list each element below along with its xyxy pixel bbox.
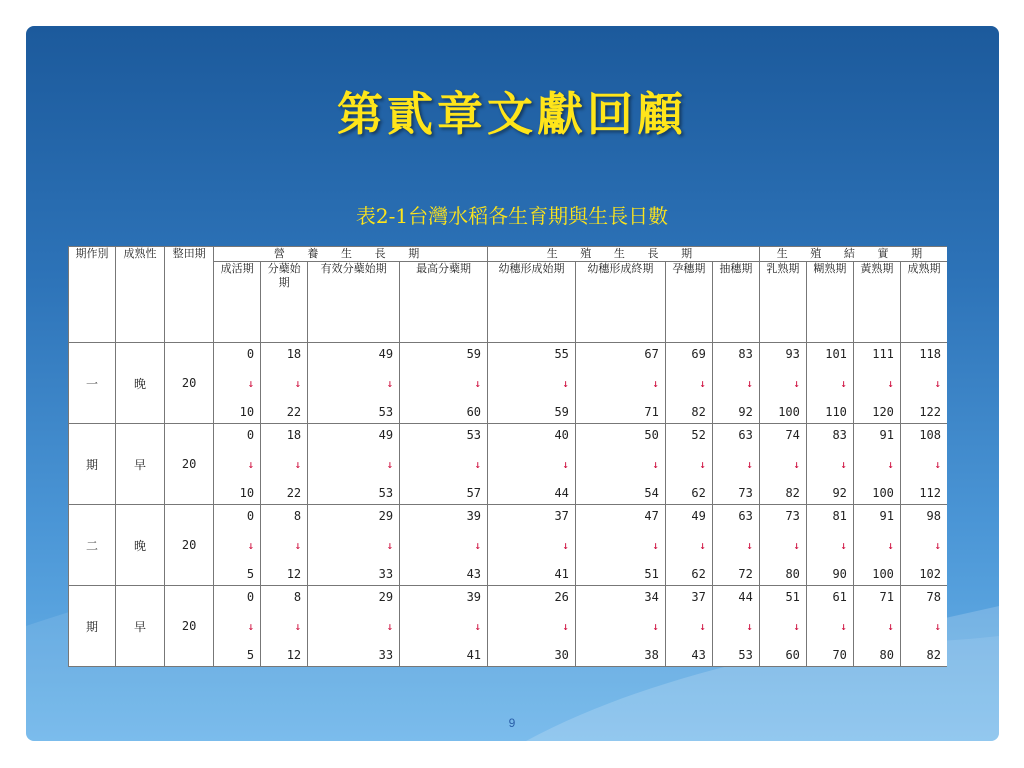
range-end: 100 <box>872 486 894 500</box>
range-mark: ↓ <box>294 376 302 390</box>
crop-season-cell: 二 <box>69 505 116 586</box>
range-start: 61 <box>832 590 847 604</box>
range-mark: ↓ <box>652 619 659 633</box>
range-start: 50 <box>644 428 659 442</box>
stage-range-cell <box>665 424 712 505</box>
range-mark: ↓ <box>934 538 941 552</box>
range-mark: ↓ <box>840 376 847 390</box>
range-mark: ↓ <box>247 457 255 471</box>
range-start: 91 <box>879 509 894 523</box>
range-mark: ↓ <box>699 457 706 471</box>
range-start: 81 <box>832 509 847 523</box>
growth-stage-table <box>68 246 947 667</box>
range-end: 30 <box>554 648 569 662</box>
table-row <box>69 586 948 667</box>
header-group-reproductive: 生 殖 生 長 期 <box>488 247 760 262</box>
range-end: 62 <box>691 486 706 500</box>
stage-range-cell <box>853 586 900 667</box>
range-mark: ↓ <box>562 538 569 552</box>
maturity-cell: 晚 <box>116 343 165 424</box>
range-mark: ↓ <box>840 538 847 552</box>
range-mark: ↓ <box>746 457 753 471</box>
range-end: 122 <box>919 405 941 419</box>
range-start: 98 <box>926 509 941 523</box>
range-end: 5 <box>246 648 255 662</box>
page-number: 9 <box>508 716 516 730</box>
range-start: 34 <box>644 590 659 604</box>
stage-range-cell <box>214 343 261 424</box>
stage-range-cell <box>214 424 261 505</box>
range-start: 83 <box>738 347 753 361</box>
stage-range-cell <box>308 505 400 586</box>
subheader-cell: 糊熟期 <box>806 262 853 343</box>
stage-range-cell <box>308 424 400 505</box>
stage-range-cell <box>400 343 488 424</box>
range-mark: ↓ <box>474 376 482 390</box>
range-end: 92 <box>832 486 847 500</box>
maturity-cell: 早 <box>116 424 165 505</box>
header-group-vegetative: 營 養 生 長 期 <box>214 247 488 262</box>
stage-range-cell <box>261 505 308 586</box>
range-end: 57 <box>466 486 482 500</box>
range-mark: ↓ <box>247 376 255 390</box>
range-mark: ↓ <box>887 538 894 552</box>
stage-range-cell <box>759 343 806 424</box>
range-start: 44 <box>738 590 753 604</box>
range-mark: ↓ <box>652 376 659 390</box>
range-mark: ↓ <box>793 538 800 552</box>
range-start: 55 <box>554 347 569 361</box>
range-start: 39 <box>466 590 482 604</box>
subheader-cell: 有效分蘗始期 <box>308 262 400 343</box>
stage-range-cell <box>900 586 947 667</box>
range-mark: ↓ <box>934 457 941 471</box>
range-start: 71 <box>879 590 894 604</box>
range-end: 82 <box>926 648 941 662</box>
land-prep-cell: 20 <box>165 586 214 667</box>
subheader-cell: 成熟期 <box>900 262 947 343</box>
subheader-cell: 最高分蘗期 <box>400 262 488 343</box>
range-start: 53 <box>466 428 482 442</box>
header-group-ripening: 生 殖 結 實 期 <box>759 247 947 262</box>
stage-range-cell <box>759 424 806 505</box>
stage-range-cell <box>900 505 947 586</box>
range-start: 59 <box>466 347 482 361</box>
range-end: 60 <box>466 405 482 419</box>
stage-range-cell <box>488 343 576 424</box>
range-mark: ↓ <box>294 619 302 633</box>
stage-range-cell <box>665 343 712 424</box>
stage-range-cell <box>759 586 806 667</box>
range-end: 82 <box>691 405 706 419</box>
range-mark: ↓ <box>840 619 847 633</box>
stage-range-cell <box>488 505 576 586</box>
range-mark: ↓ <box>887 457 894 471</box>
table-row <box>69 505 948 586</box>
land-prep-cell: 20 <box>165 424 214 505</box>
range-end: 73 <box>738 486 753 500</box>
range-mark: ↓ <box>746 619 753 633</box>
stage-range-cell <box>900 424 947 505</box>
range-mark: ↓ <box>887 619 894 633</box>
range-mark: ↓ <box>652 538 659 552</box>
range-mark: ↓ <box>699 376 706 390</box>
stage-range-cell <box>575 505 665 586</box>
land-prep-cell: 20 <box>165 343 214 424</box>
range-start: 67 <box>644 347 659 361</box>
stage-range-cell <box>261 586 308 667</box>
range-end: 80 <box>785 567 800 581</box>
range-mark: ↓ <box>247 619 255 633</box>
stage-range-cell <box>712 424 759 505</box>
crop-season-cell: 一 <box>69 343 116 424</box>
subheader-cell: 乳熟期 <box>759 262 806 343</box>
range-end: 43 <box>466 567 482 581</box>
range-start: 29 <box>378 509 394 523</box>
stage-range-cell <box>308 343 400 424</box>
range-mark: ↓ <box>386 376 394 390</box>
range-mark: ↓ <box>793 457 800 471</box>
range-end: 82 <box>785 486 800 500</box>
range-end: 59 <box>554 405 569 419</box>
land-prep-cell: 20 <box>165 505 214 586</box>
range-start: 26 <box>554 590 569 604</box>
range-mark: ↓ <box>746 376 753 390</box>
range-end: 100 <box>778 405 800 419</box>
subheader-cell: 幼穗形成終期 <box>575 262 665 343</box>
range-start: 40 <box>554 428 569 442</box>
range-end: 33 <box>378 648 394 662</box>
range-mark: ↓ <box>746 538 753 552</box>
range-start: 49 <box>378 428 394 442</box>
stage-range-cell <box>853 343 900 424</box>
range-start: 29 <box>378 590 394 604</box>
range-start: 0 <box>246 509 255 523</box>
stage-range-cell <box>806 343 853 424</box>
range-start: 51 <box>785 590 800 604</box>
range-end: 12 <box>286 648 302 662</box>
range-start: 37 <box>691 590 706 604</box>
stage-range-cell <box>400 505 488 586</box>
maturity-cell: 早 <box>116 586 165 667</box>
range-start: 108 <box>919 428 941 442</box>
range-start: 73 <box>785 509 800 523</box>
range-end: 92 <box>738 405 753 419</box>
range-end: 10 <box>239 486 255 500</box>
range-end: 33 <box>378 567 394 581</box>
range-start: 74 <box>785 428 800 442</box>
subheader-cell: 抽穗期 <box>712 262 759 343</box>
range-end: 53 <box>378 405 394 419</box>
range-start: 69 <box>691 347 706 361</box>
stage-range-cell <box>400 586 488 667</box>
range-start: 63 <box>738 428 753 442</box>
stage-range-cell <box>759 505 806 586</box>
crop-season-cell: 期 <box>69 424 116 505</box>
range-mark: ↓ <box>386 457 394 471</box>
range-mark: ↓ <box>386 619 394 633</box>
range-end: 71 <box>644 405 659 419</box>
stage-range-cell <box>806 505 853 586</box>
range-mark: ↓ <box>934 376 941 390</box>
range-end: 62 <box>691 567 706 581</box>
range-end: 41 <box>466 648 482 662</box>
range-mark: ↓ <box>474 457 482 471</box>
range-mark: ↓ <box>562 457 569 471</box>
stage-range-cell <box>261 424 308 505</box>
subheader-cell: 幼穗形成始期 <box>488 262 576 343</box>
range-mark: ↓ <box>247 538 255 552</box>
range-start: 93 <box>785 347 800 361</box>
slide-title: 第貳章文獻回顧 <box>337 87 687 141</box>
range-end: 72 <box>738 567 753 581</box>
stage-range-cell <box>575 424 665 505</box>
table-body <box>69 343 948 667</box>
range-mark: ↓ <box>793 376 800 390</box>
range-start: 111 <box>872 347 894 361</box>
stage-range-cell <box>853 424 900 505</box>
range-mark: ↓ <box>652 457 659 471</box>
stage-range-cell <box>665 586 712 667</box>
range-start: 0 <box>246 428 255 442</box>
header-land-prep: 整田期 <box>165 247 214 343</box>
range-start: 63 <box>738 509 753 523</box>
range-start: 39 <box>466 509 482 523</box>
range-end: 22 <box>286 405 302 419</box>
range-start: 8 <box>293 590 302 604</box>
header-maturity: 成熟性 <box>116 247 165 343</box>
stage-range-cell <box>261 343 308 424</box>
range-end: 70 <box>832 648 847 662</box>
range-mark: ↓ <box>840 457 847 471</box>
stage-range-cell <box>214 586 261 667</box>
range-start: 91 <box>879 428 894 442</box>
range-mark: ↓ <box>562 619 569 633</box>
range-start: 18 <box>286 428 302 442</box>
range-end: 112 <box>919 486 941 500</box>
range-end: 54 <box>644 486 659 500</box>
stage-range-cell <box>900 343 947 424</box>
range-mark: ↓ <box>562 376 569 390</box>
range-mark: ↓ <box>474 538 482 552</box>
range-start: 8 <box>293 509 302 523</box>
range-start: 0 <box>246 347 255 361</box>
stage-range-cell <box>806 424 853 505</box>
range-end: 12 <box>286 567 302 581</box>
range-end: 51 <box>644 567 659 581</box>
range-start: 37 <box>554 509 569 523</box>
subheader-cell: 分蘗始期 <box>261 262 308 343</box>
range-mark: ↓ <box>474 619 482 633</box>
stage-range-cell <box>712 586 759 667</box>
range-start: 78 <box>926 590 941 604</box>
range-end: 120 <box>872 405 894 419</box>
table-row <box>69 343 948 424</box>
stage-range-cell <box>665 505 712 586</box>
range-start: 118 <box>919 347 941 361</box>
stage-range-cell <box>575 343 665 424</box>
header-crop-season: 期作別 <box>69 247 116 343</box>
stage-range-cell <box>806 586 853 667</box>
range-mark: ↓ <box>699 619 706 633</box>
range-start: 83 <box>832 428 847 442</box>
range-end: 22 <box>286 486 302 500</box>
subheader-cell: 黃熟期 <box>853 262 900 343</box>
crop-season-cell: 期 <box>69 586 116 667</box>
stage-range-cell <box>400 424 488 505</box>
range-mark: ↓ <box>386 538 394 552</box>
table-caption: 表2-1台灣水稻各生育期與生長日數 <box>355 204 669 228</box>
range-end: 5 <box>246 567 255 581</box>
table-row <box>69 424 948 505</box>
range-end: 44 <box>554 486 569 500</box>
range-end: 38 <box>644 648 659 662</box>
range-end: 53 <box>378 486 394 500</box>
range-end: 100 <box>872 567 894 581</box>
range-end: 43 <box>691 648 706 662</box>
range-end: 53 <box>738 648 753 662</box>
range-end: 110 <box>825 405 847 419</box>
stage-range-cell <box>575 586 665 667</box>
range-mark: ↓ <box>699 538 706 552</box>
range-start: 49 <box>378 347 394 361</box>
range-end: 80 <box>879 648 894 662</box>
subheader-cell: 孕穗期 <box>665 262 712 343</box>
range-end: 90 <box>832 567 847 581</box>
range-end: 60 <box>785 648 800 662</box>
range-end: 41 <box>554 567 569 581</box>
range-mark: ↓ <box>934 619 941 633</box>
range-end: 102 <box>919 567 941 581</box>
growth-stage-table-container <box>68 246 947 667</box>
range-mark: ↓ <box>294 538 302 552</box>
range-start: 0 <box>246 590 255 604</box>
subheader-cell: 成活期 <box>214 262 261 343</box>
range-start: 47 <box>644 509 659 523</box>
stage-range-cell <box>712 505 759 586</box>
stage-range-cell <box>488 424 576 505</box>
range-end: 10 <box>239 405 255 419</box>
stage-range-cell <box>214 505 261 586</box>
stage-range-cell <box>308 586 400 667</box>
range-start: 18 <box>286 347 302 361</box>
range-start: 52 <box>691 428 706 442</box>
stage-range-cell <box>853 505 900 586</box>
range-mark: ↓ <box>294 457 302 471</box>
range-start: 49 <box>691 509 706 523</box>
stage-range-cell <box>712 343 759 424</box>
range-mark: ↓ <box>887 376 894 390</box>
stage-range-cell <box>488 586 576 667</box>
maturity-cell: 晚 <box>116 505 165 586</box>
range-start: 101 <box>825 347 847 361</box>
range-mark: ↓ <box>793 619 800 633</box>
